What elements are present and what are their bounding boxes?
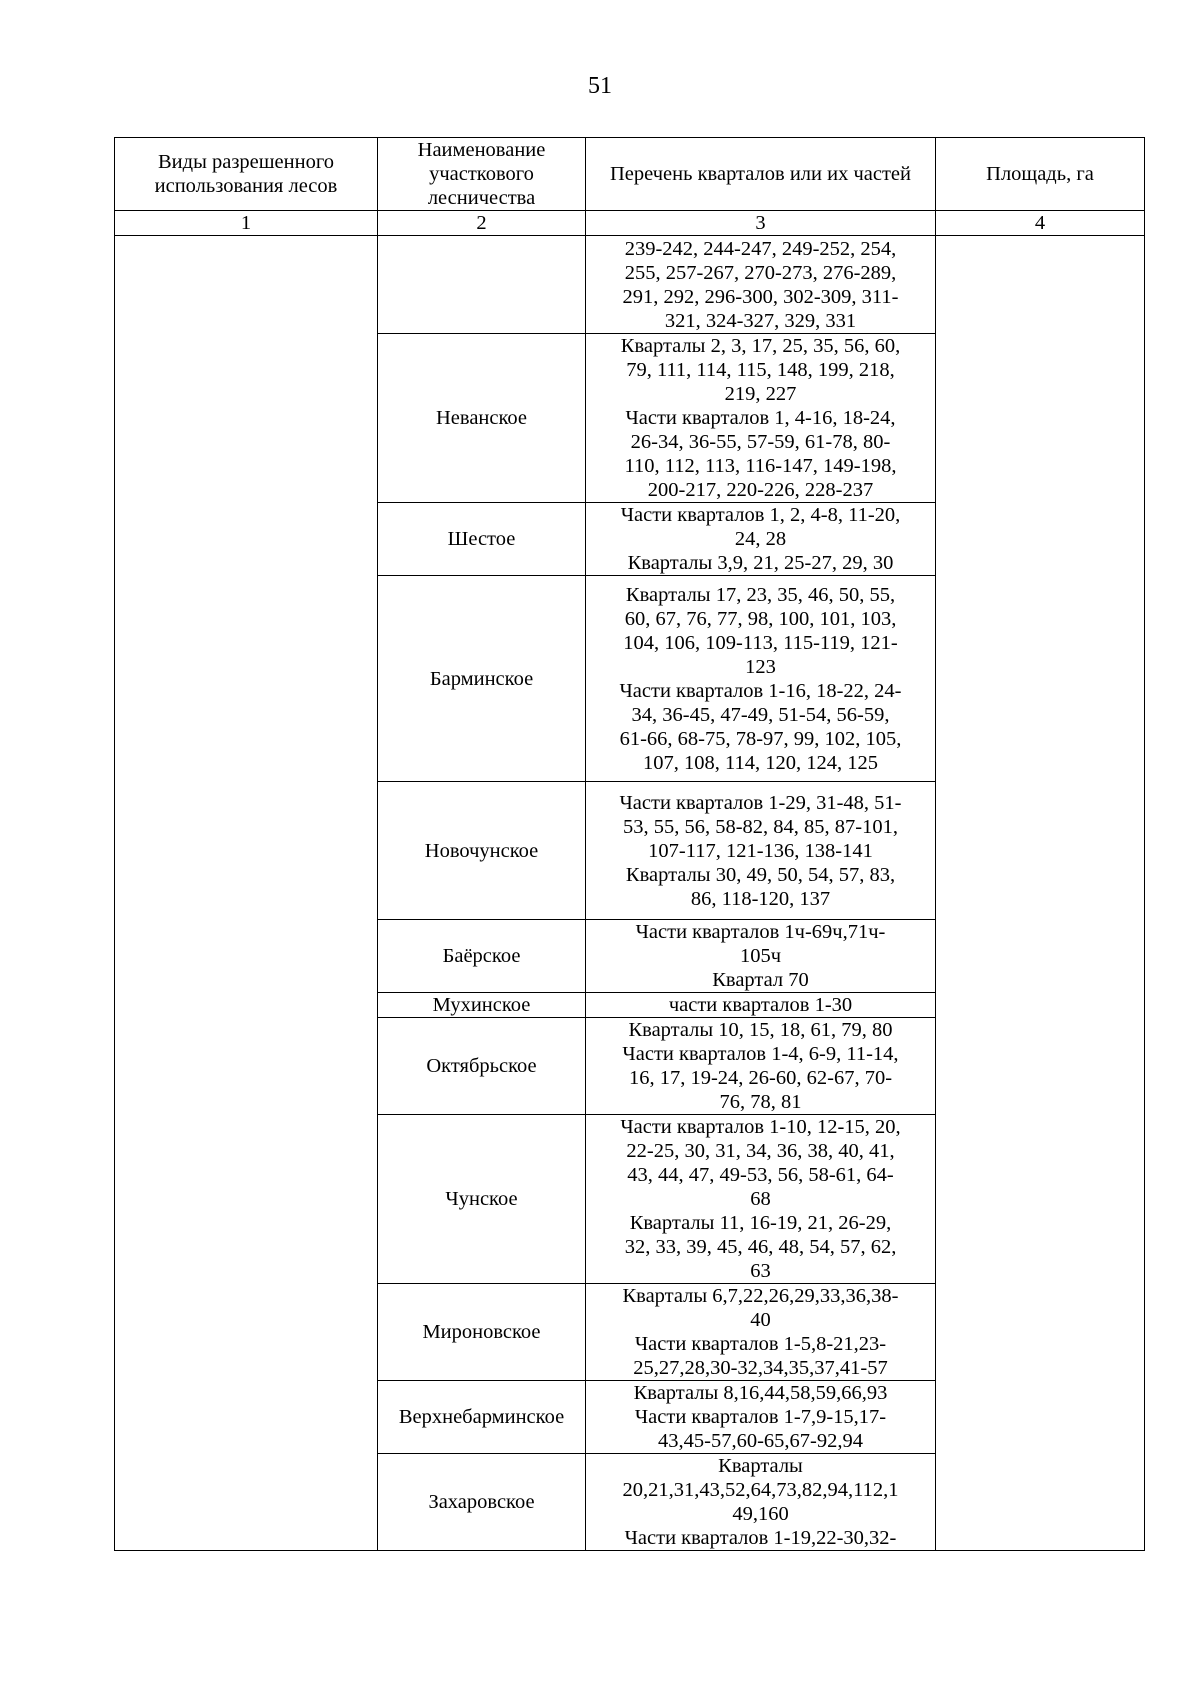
- forestry-name-cell: Октябрьское: [378, 1018, 586, 1115]
- column-number-row: [115, 211, 1145, 236]
- quarters-line: Кварталы 3,9, 21, 25-27, 29, 30: [627, 552, 894, 574]
- quarters-line: Части кварталов 1-7,9-15,17-: [634, 1406, 887, 1428]
- quarters-line: 43, 44, 47, 49-53, 56, 58-61, 64-: [627, 1164, 894, 1186]
- quarters-line: 20,21,31,43,52,64,73,82,94,112,1: [622, 1479, 899, 1501]
- quarters-line: 43,45-57,60-65,67-92,94: [658, 1430, 863, 1452]
- quarters-line: Части кварталов 1, 4-16, 18-24,: [625, 407, 896, 429]
- quarters-line: Кварталы 11, 16-19, 21, 26-29,: [629, 1212, 892, 1234]
- forestry-name-cell: Шестое: [378, 503, 586, 576]
- column-number: 4: [936, 211, 1145, 236]
- quarters-line: Кварталы 6,7,22,26,29,33,36,38-: [622, 1285, 899, 1307]
- header-row: [115, 138, 1145, 211]
- quarters-line: 200-217, 220-226, 228-237: [647, 479, 874, 501]
- forestry-name-cell: Чунское: [378, 1115, 586, 1284]
- quarters-line: 255, 257-267, 270-273, 276-289,: [624, 261, 897, 284]
- forest-use-table: [114, 137, 1145, 1551]
- column-number: 2: [378, 211, 586, 236]
- column-number: 1: [115, 211, 378, 236]
- quarters-line: 239-242, 244-247, 249-252, 254,: [624, 237, 897, 260]
- quarters-line: 26-34, 36-55, 57-59, 61-78, 80-: [630, 431, 891, 453]
- forestry-name-cell: Неванское: [378, 334, 586, 503]
- quarters-line: 49,160: [732, 1503, 789, 1525]
- quarters-line: 32, 33, 39, 45, 46, 48, 54, 57, 62,: [624, 1236, 897, 1258]
- forestry-name-cell: Баёрское: [378, 920, 586, 993]
- quarters-line: 68: [750, 1188, 771, 1210]
- quarters-line: 291, 292, 296-300, 302-309, 311-: [622, 285, 899, 308]
- quarters-line: 321, 324-327, 329, 331: [664, 309, 857, 332]
- quarters-list-cell: [586, 236, 936, 334]
- quarters-line: 24, 28: [734, 528, 787, 550]
- quarters-list-cell: [586, 576, 936, 782]
- quarters-list-cell: [586, 1115, 936, 1284]
- quarters-line: Части кварталов 1-29, 31-48, 51-: [619, 791, 902, 814]
- quarters-line: Кварталы: [718, 1455, 803, 1477]
- quarters-list-cell: [586, 1018, 936, 1115]
- quarters-list-cell: [586, 334, 936, 503]
- header-use-types: Виды разрешенного использования лесов: [115, 138, 378, 211]
- quarters-list-cell: [586, 782, 936, 920]
- quarters-line: Части кварталов 1, 2, 4-8, 11-20,: [620, 504, 901, 526]
- quarters-line: Части кварталов 1-5,8-21,23-: [634, 1333, 887, 1355]
- quarters-list-cell: [586, 920, 936, 993]
- quarters-line: Кварталы 2, 3, 17, 25, 35, 56, 60,: [620, 335, 901, 357]
- quarters-line: Кварталы 17, 23, 35, 46, 50, 55,: [625, 583, 896, 606]
- table-row: [115, 236, 1145, 334]
- quarters-line: части кварталов 1-30: [668, 994, 853, 1016]
- forestry-name-cell: Новочунское: [378, 782, 586, 920]
- quarters-line: 34, 36-45, 47-49, 51-54, 56-59,: [631, 703, 890, 726]
- quarters-line: Части кварталов 1-16, 18-22, 24-: [619, 679, 902, 702]
- quarters-line: 25,27,28,30-32,34,35,37,41-57: [633, 1357, 888, 1379]
- quarters-line: 76, 78, 81: [719, 1091, 802, 1113]
- quarters-list-cell: [586, 1454, 936, 1551]
- quarters-list-cell: [586, 1284, 936, 1381]
- quarters-line: 104, 106, 109-113, 115-119, 121-: [623, 631, 898, 654]
- header-area: Площадь, га: [936, 138, 1145, 211]
- forestry-name-cell: Барминское: [378, 576, 586, 782]
- header-forestry-name: Наименование участкового лесничества: [378, 138, 586, 211]
- quarters-line: 86, 118-120, 137: [690, 887, 831, 910]
- quarters-line: Части кварталов 1-19,22-30,32-: [624, 1527, 897, 1549]
- quarters-line: 107-117, 121-136, 138-141: [648, 839, 873, 862]
- header-quarters-list: Перечень кварталов или их частей: [586, 138, 936, 211]
- forestry-name-cell: Верхнебарминское: [378, 1381, 586, 1454]
- quarters-line: 219, 227: [724, 383, 797, 405]
- page-number: 51: [588, 73, 612, 99]
- table-body: [115, 236, 1145, 1551]
- quarters-line: Кварталы 30, 49, 50, 54, 57, 83,: [625, 863, 896, 886]
- quarters-line: 105ч: [739, 945, 782, 967]
- area-cell: [936, 236, 1145, 1551]
- quarters-line: 22-25, 30, 31, 34, 36, 38, 40, 41,: [626, 1140, 895, 1162]
- quarters-line: Кварталы 10, 15, 18, 61, 79, 80: [628, 1019, 893, 1041]
- quarters-line: 40: [750, 1309, 771, 1331]
- forestry-name-cell: Мироновское: [378, 1284, 586, 1381]
- forestry-name-cell: [378, 236, 586, 334]
- use-type-cell: [115, 236, 378, 1551]
- quarters-line: 63: [750, 1260, 771, 1282]
- quarters-line: Части кварталов 1ч-69ч,71ч-: [635, 921, 886, 943]
- quarters-line: 16, 17, 19-24, 26-60, 62-67, 70-: [628, 1067, 893, 1089]
- quarters-line: 107, 108, 114, 120, 124, 125: [643, 751, 878, 774]
- quarters-line: Части кварталов 1-4, 6-9, 11-14,: [622, 1043, 899, 1065]
- quarters-line: Квартал 70: [712, 969, 809, 991]
- quarters-line: 79, 111, 114, 115, 148, 199, 218,: [626, 359, 895, 381]
- forestry-name-cell: Захаровское: [378, 1454, 586, 1551]
- quarters-line: Части кварталов 1-10, 12-15, 20,: [620, 1116, 901, 1138]
- quarters-line: 53, 55, 56, 58-82, 84, 85, 87-101,: [622, 815, 899, 838]
- quarters-line: 110, 112, 113, 116-147, 149-198,: [624, 455, 897, 477]
- quarters-line: Кварталы 8,16,44,58,59,66,93: [633, 1382, 888, 1404]
- quarters-list-cell: [586, 1381, 936, 1454]
- forestry-name-cell: Мухинское: [378, 993, 586, 1018]
- column-number: 3: [586, 211, 936, 236]
- quarters-line: 60, 67, 76, 77, 98, 100, 101, 103,: [624, 607, 897, 630]
- quarters-list-cell: [586, 503, 936, 576]
- quarters-line: 61-66, 68-75, 78-97, 99, 102, 105,: [619, 727, 902, 750]
- quarters-line: 123: [745, 655, 776, 678]
- quarters-list-cell: [586, 993, 936, 1018]
